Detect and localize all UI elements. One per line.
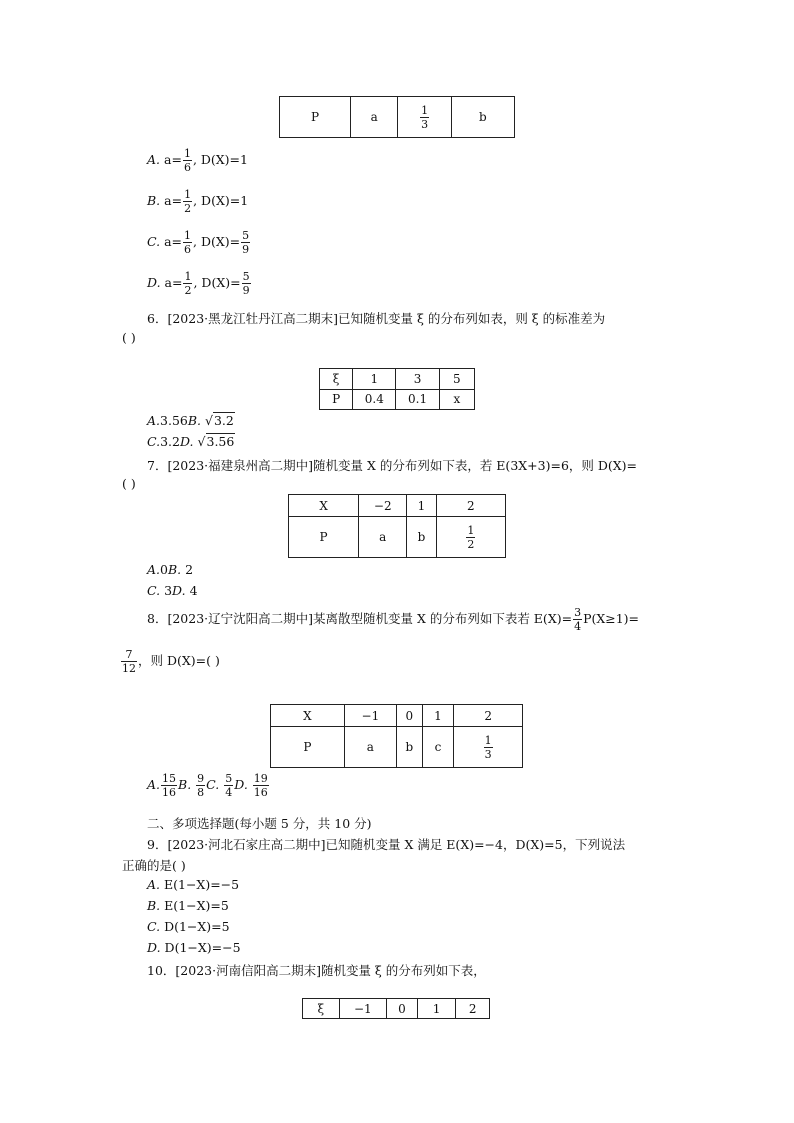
dist-table-q10	[302, 998, 490, 1019]
table-cell: −2	[359, 495, 407, 517]
table-cell: b	[451, 97, 514, 138]
q9-option-a: A. E(1−X)=−5	[147, 877, 240, 892]
table-cell: P	[320, 389, 353, 410]
table-cell: 0	[387, 999, 418, 1019]
q6-options-ab: A.3.56B. √3.2	[147, 413, 234, 428]
q5-option-d: D. a= $\frac{1}{2}$ , D(X)= $\frac{5}{9}$	[147, 270, 250, 297]
table-cell: 2	[454, 705, 523, 727]
table-cell: 2	[456, 999, 490, 1019]
section-heading: 二、多项选择题(每小题 5 分，共 10 分)	[147, 816, 372, 831]
table-cell: b	[407, 517, 436, 558]
q7-stem: 7．[2023·福建泉州高二期中]随机变量 X 的分布列如下表，若 E(3X+3)=6，则 D(X)=	[147, 458, 638, 473]
table-cell: c	[422, 727, 454, 768]
q9-stem-line2: 正确的是( )	[122, 858, 186, 873]
table-cell: $\frac{1}{3}$	[398, 97, 451, 138]
q7-options-cd: C. 3D. 4	[147, 583, 198, 598]
q9-stem: 9．[2023·河北石家庄高二期中]已知随机变量 X 满足 E(X)=−4，D(X)=5，下列说法	[147, 837, 626, 852]
q9-option-d: D. D(1−X)=−5	[147, 940, 241, 955]
table-cell: 1	[422, 705, 454, 727]
table-cell: $\frac{1}{2}$	[436, 517, 505, 558]
q5-option-b: B. a= $\frac{1}{2}$ , D(X)=1	[147, 188, 249, 215]
table-cell: 3	[396, 369, 439, 390]
table-cell: 1	[407, 495, 436, 517]
dist-table-q6	[319, 368, 475, 410]
q5-option-a: A. a= $\frac{1}{6}$ , D(X)=1	[147, 147, 248, 174]
q5-option-c: C. a= $\frac{1}{6}$ , D(X)= $\frac{5}{9}$	[147, 229, 250, 256]
table-cell: 1	[353, 369, 396, 390]
q7-options-ab: A.0B. 2	[147, 562, 194, 577]
dist-table-q8	[270, 704, 523, 768]
q6-stem-blank: ( )	[122, 330, 136, 345]
table-cell: 2	[436, 495, 505, 517]
q6-options-cd: C.3.2D. √3.56	[147, 434, 235, 449]
table-cell: −1	[344, 705, 396, 727]
sqrt-symbol: √3.56	[197, 434, 235, 449]
table-cell: X	[289, 495, 359, 517]
table-cell: a	[344, 727, 396, 768]
table-cell: b	[396, 727, 422, 768]
table-cell: a	[359, 517, 407, 558]
q8-stem: 8．[2023·辽宁沈阳高二期中]某离散型随机变量 X 的分布列如下表若 E(X)= $\frac{3}{4}$ P(X≥1)=	[147, 606, 640, 633]
table-cell: ξ	[303, 999, 340, 1019]
table-cell: 0.4	[353, 389, 396, 410]
table-cell: P	[271, 727, 345, 768]
table-cell: 0	[396, 705, 422, 727]
q8-stem-line2: $\frac{7}{12}$ ，则 D(X)=( )	[122, 648, 220, 675]
table-cell: a	[351, 97, 398, 138]
table-cell: 5	[439, 369, 474, 390]
table-cell: $\frac{1}{3}$	[454, 727, 523, 768]
table-cell: P	[280, 97, 351, 138]
q10-stem: 10．[2023·河南信阳高二期末]随机变量 ξ 的分布列如下表，	[147, 963, 486, 978]
dist-table-top	[279, 96, 515, 138]
table-cell: ξ	[320, 369, 353, 390]
q6-stem: 6．[2023·黑龙江牡丹江高二期末]已知随机变量 ξ 的分布列如表，则 ξ 的标准差为	[147, 311, 606, 326]
table-cell: X	[271, 705, 345, 727]
table-cell: P	[289, 517, 359, 558]
table-cell: 0.1	[396, 389, 439, 410]
sqrt-symbol: √3.2	[205, 413, 234, 428]
q7-stem-blank: ( )	[122, 476, 136, 491]
table-cell: x	[439, 389, 474, 410]
q9-option-b: B. E(1−X)=5	[147, 898, 229, 913]
q9-option-c: C. D(1−X)=5	[147, 919, 230, 934]
q8-options: A. $\frac{15}{16}$ B. $\frac{9}{8}$ C. $\frac{5}{4}$ D. $\frac{19}{16}$	[147, 772, 268, 799]
table-cell: −1	[339, 999, 387, 1019]
dist-table-q7	[288, 494, 506, 558]
table-cell: 1	[417, 999, 456, 1019]
